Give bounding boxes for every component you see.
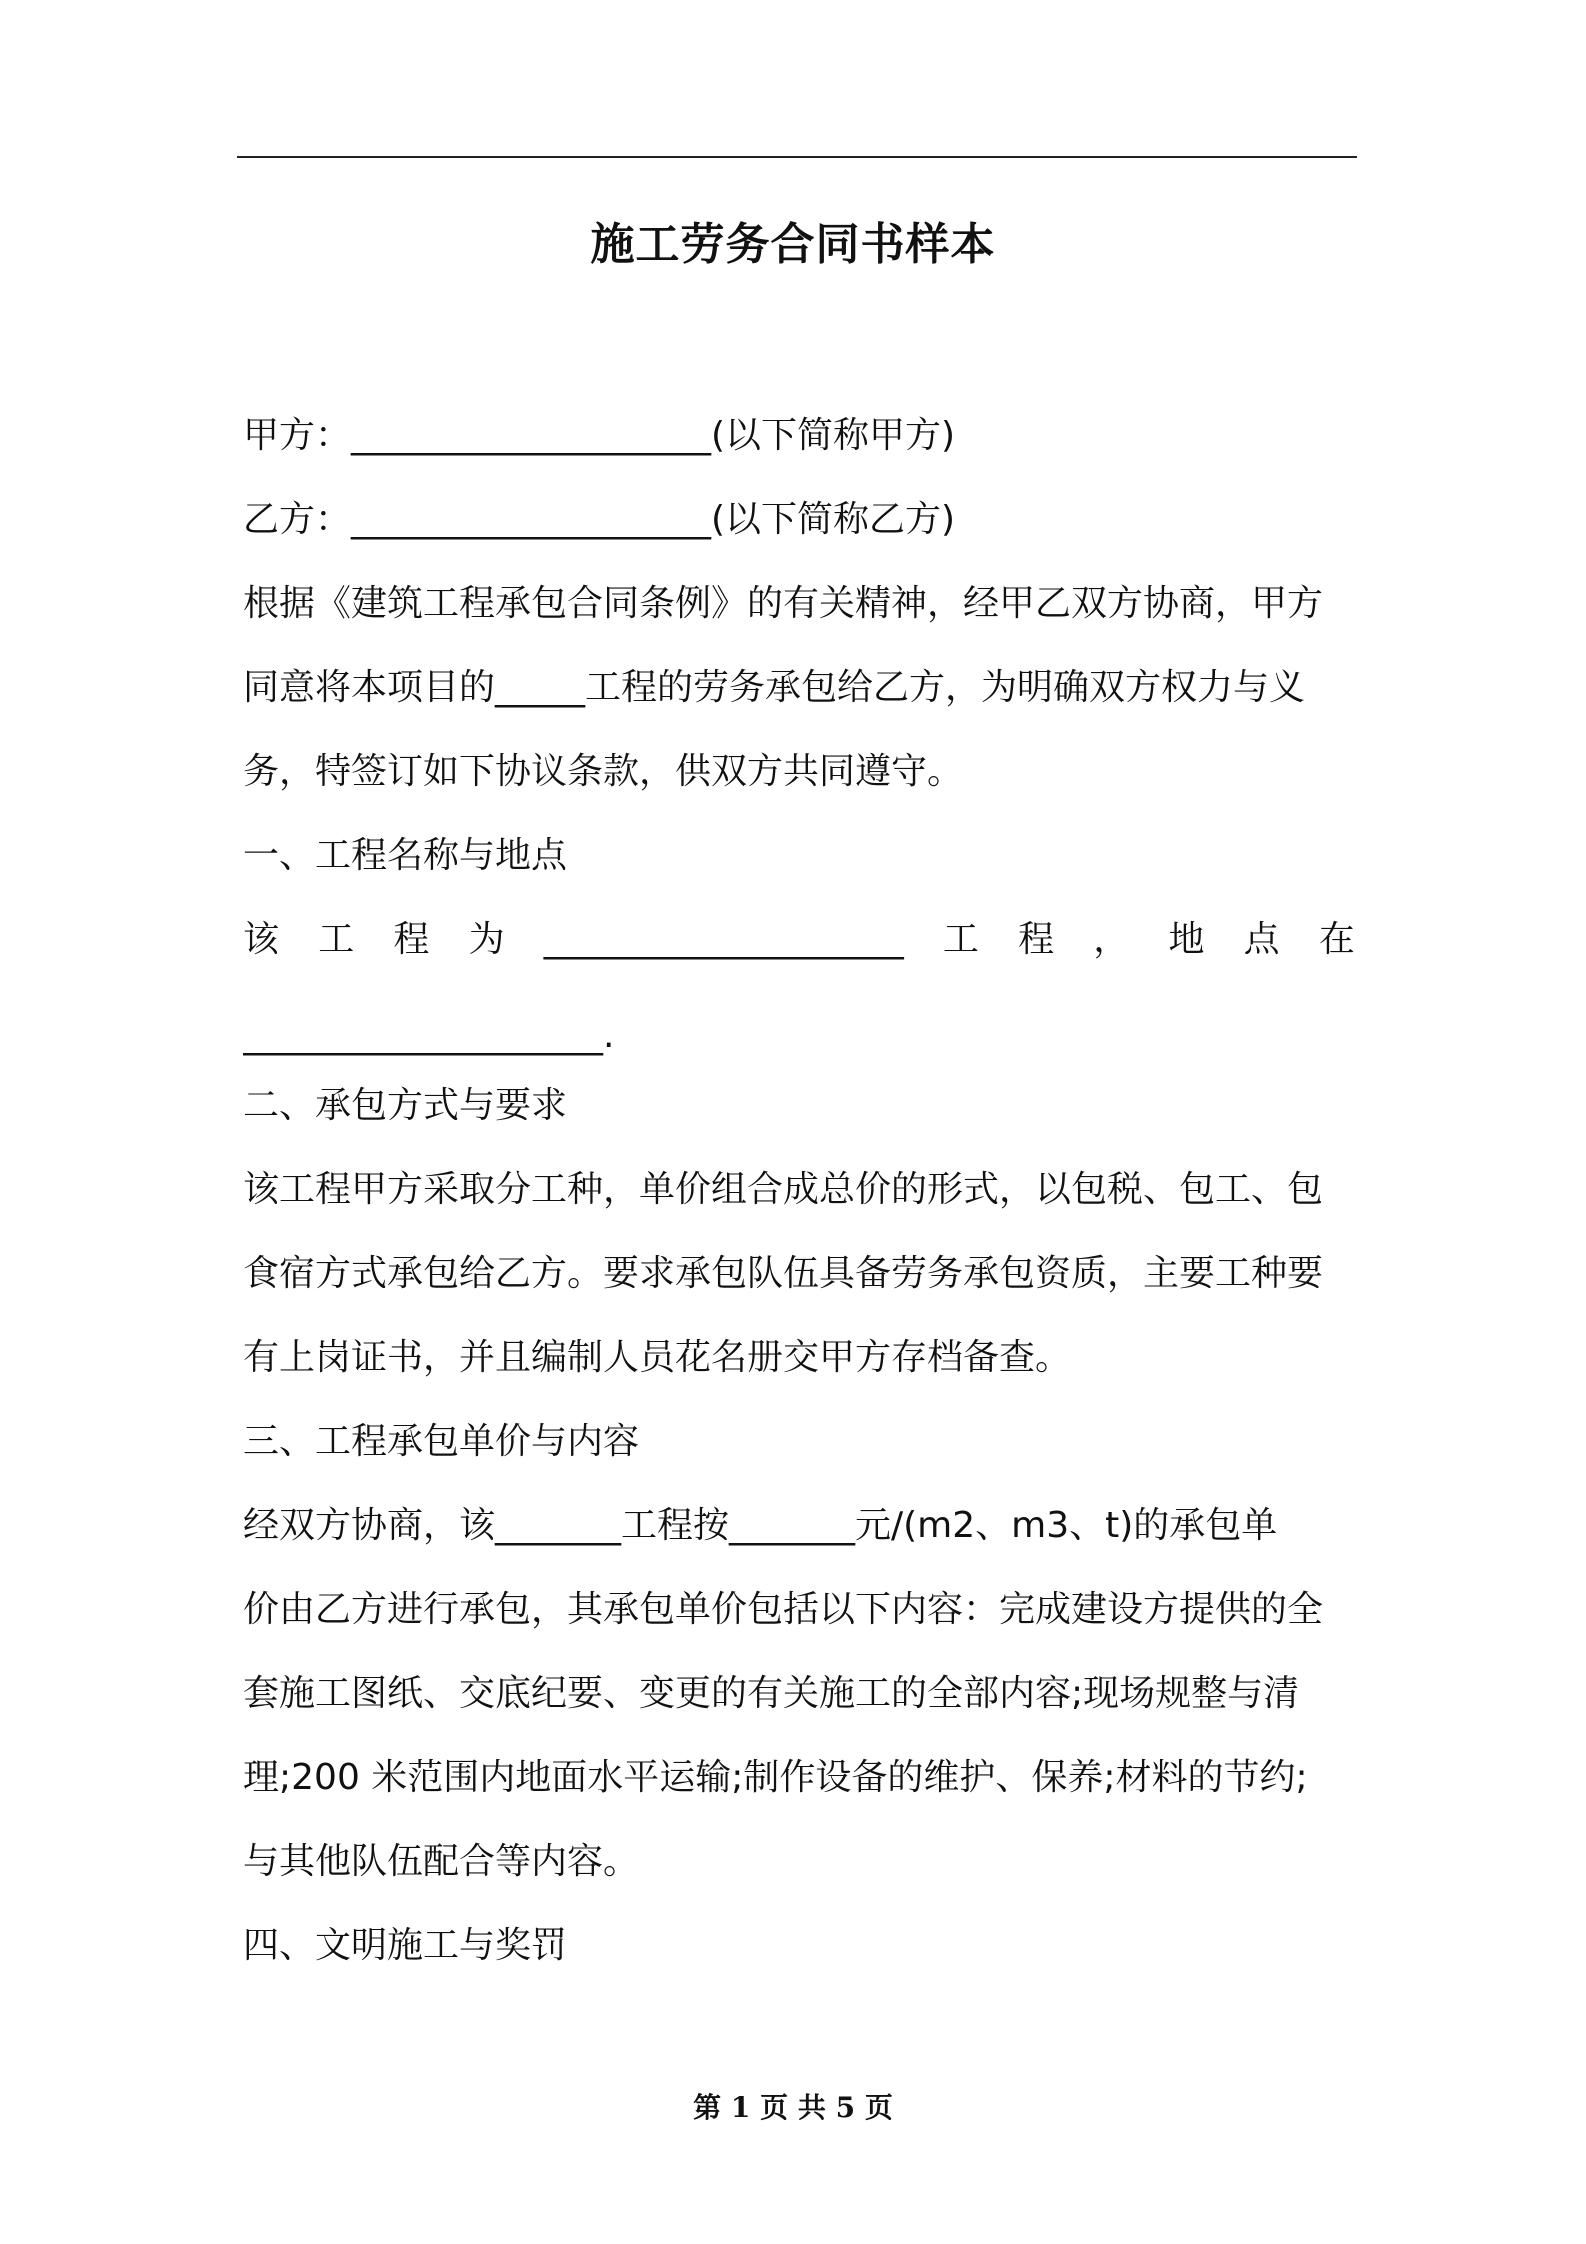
- section3-line-1: 经双方协商，该_______工程按_______元/(m2、m3、t)的承包单: [243, 1505, 1278, 1546]
- section1-word: 地: [1168, 919, 1205, 960]
- header-rule: [237, 156, 1357, 158]
- party-a-line: 甲方：____________________(以下简称甲方): [243, 415, 956, 456]
- section2-heading: 二、承包方式与要求: [243, 1085, 568, 1126]
- section1-word: 该: [243, 919, 280, 960]
- section3-line-5: 与其他队伍配合等内容。: [243, 1841, 640, 1882]
- section2-line-1: 该工程甲方采取分工种，单价组合成总价的形式，以包税、包工、包: [243, 1169, 1324, 1210]
- section3-line-4: 理;200 米范围内地面水平运输;制作设备的维护、保养;材料的节约;: [243, 1757, 1308, 1798]
- section2-line-3: 有上岗证书，并且编制人员花名册交甲方存档备查。: [243, 1337, 1072, 1378]
- section1-word: 工: [318, 919, 355, 960]
- section3-line-2: 价由乙方进行承包，其承包单价包括以下内容：完成建设方提供的全: [243, 1589, 1324, 1630]
- section4-heading: 四、文明施工与奖罚: [243, 1925, 568, 1966]
- section1-line-2: ____________________.: [243, 1015, 615, 1056]
- section1-word: ，: [1093, 919, 1130, 960]
- section1-word: 在: [1318, 919, 1355, 960]
- intro-line-1: 根据《建筑工程承包合同条例》的有关精神，经甲乙双方协商，甲方: [243, 583, 1324, 624]
- section1-line-1: [243, 910, 1355, 970]
- section1-word: 点: [1243, 919, 1280, 960]
- section1-heading: 一、工程名称与地点: [243, 835, 568, 876]
- section1-word: 程: [393, 919, 430, 960]
- section1-blank: ____________________: [543, 919, 904, 960]
- section3-heading: 三、工程承包单价与内容: [243, 1421, 640, 1462]
- section1-word: 工: [942, 919, 979, 960]
- party-b-line: 乙方：____________________(以下简称乙方): [243, 499, 956, 540]
- section3-line-3: 套施工图纸、交底纪要、变更的有关施工的全部内容;现场规整与清: [243, 1673, 1300, 1714]
- document-title: 施工劳务合同书样本: [590, 219, 996, 270]
- section1-word: 为: [468, 919, 505, 960]
- page-number: 第 1 页 共 5 页: [693, 2091, 893, 2124]
- section2-line-2: 食宿方式承包给乙方。要求承包队伍具备劳务承包资质，主要工种要: [243, 1253, 1324, 1294]
- section1-word: 程: [1018, 919, 1055, 960]
- intro-line-2: 同意将本项目的_____工程的劳务承包给乙方，为明确双方权力与义: [243, 667, 1306, 708]
- intro-line-3: 务，特签订如下协议条款，供双方共同遵守。: [243, 751, 964, 792]
